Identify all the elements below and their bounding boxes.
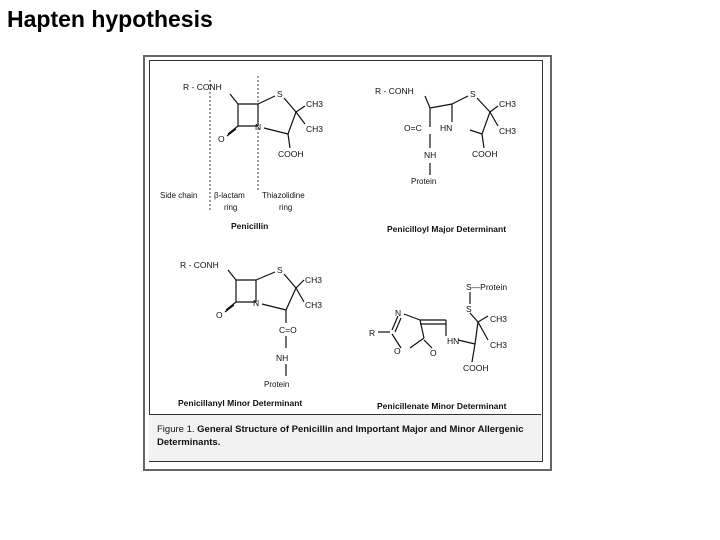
penicillin-methyl-1: CH3: [306, 99, 324, 109]
penicilloyl-carboxyl: COOH: [472, 149, 498, 159]
region-lactam-line-1: β-lactam: [214, 191, 245, 200]
penicillenate-s-protein: S—Protein: [466, 282, 508, 292]
penicillenate-name: Penicillenate Minor Determinant: [377, 401, 507, 411]
slide-title: Hapten hypothesis: [7, 6, 213, 32]
penicilloyl-name: Penicilloyl Major Determinant: [387, 224, 507, 234]
region-thiazolidine-line-2: ring: [279, 203, 293, 212]
penicillanyl-carbonyl: C=O: [279, 325, 297, 335]
penicillenate-methyl-2: CH3: [490, 340, 508, 350]
penicillanyl-name: Penicillanyl Minor Determinant: [178, 398, 303, 408]
figure-caption-box: [149, 414, 541, 461]
penicillanyl-o-atom: O: [216, 310, 223, 320]
penicillin-s-atom: S: [277, 89, 283, 99]
penicilloyl-hn-atom: HN: [440, 123, 453, 133]
region-side-chain: Side chain: [160, 191, 198, 200]
figure-caption: [157, 423, 532, 449]
penicilloyl-structure: [425, 96, 498, 175]
penicillanyl-methyl-2: CH3: [305, 300, 323, 310]
penicilloyl-r-group: R - CONH: [375, 86, 414, 96]
penicillenate-o-keto: O: [430, 348, 437, 358]
penicillanyl-protein: Protein: [264, 380, 290, 389]
penicillenate-carboxyl: COOH: [463, 363, 489, 373]
penicilloyl-protein: Protein: [411, 177, 437, 186]
penicillanyl-n-atom: N: [253, 298, 260, 308]
penicillin-r-group: R - CONH: [183, 82, 222, 92]
penicilloyl-methyl-1: CH3: [499, 99, 517, 109]
penicilloyl-carbonyl: O=C: [404, 123, 422, 133]
penicilloyl-nh: NH: [424, 150, 437, 160]
penicillenate-methyl-1: CH3: [490, 314, 508, 324]
penicillanyl-nh: NH: [276, 353, 289, 363]
penicillenate-o-ring: O: [394, 346, 401, 356]
penicillanyl-structure: [225, 270, 304, 376]
penicillin-name: Penicillin: [231, 221, 269, 231]
caption-label: Figure 1.: [157, 424, 195, 435]
penicillanyl-methyl-1: CH3: [305, 275, 323, 285]
penicillin-carboxyl: COOH: [278, 149, 304, 159]
penicillenate-r-atom: R: [369, 328, 376, 338]
penicillenate-hn-atom: HN: [447, 336, 460, 346]
region-thiazolidine-line-1: Thiazolidine: [262, 191, 305, 200]
caption-text: General Structure of Penicillin and Important Major and Minor Allergenic Determinants.: [157, 424, 524, 448]
penicilloyl-methyl-2: CH3: [499, 126, 517, 136]
penicillin-n-atom: N: [255, 122, 262, 132]
region-lactam-line-2: ring: [224, 203, 238, 212]
penicillanyl-s-atom: S: [277, 265, 283, 275]
penicillin-o-atom: O: [218, 134, 225, 144]
penicillanyl-r-group: R - CONH: [180, 260, 219, 270]
penicillenate-n-atom: N: [395, 308, 402, 318]
penicilloyl-s-atom: S: [470, 89, 476, 99]
penicillin-methyl-2: CH3: [306, 124, 324, 134]
penicillenate-s-atom: S: [466, 304, 472, 314]
